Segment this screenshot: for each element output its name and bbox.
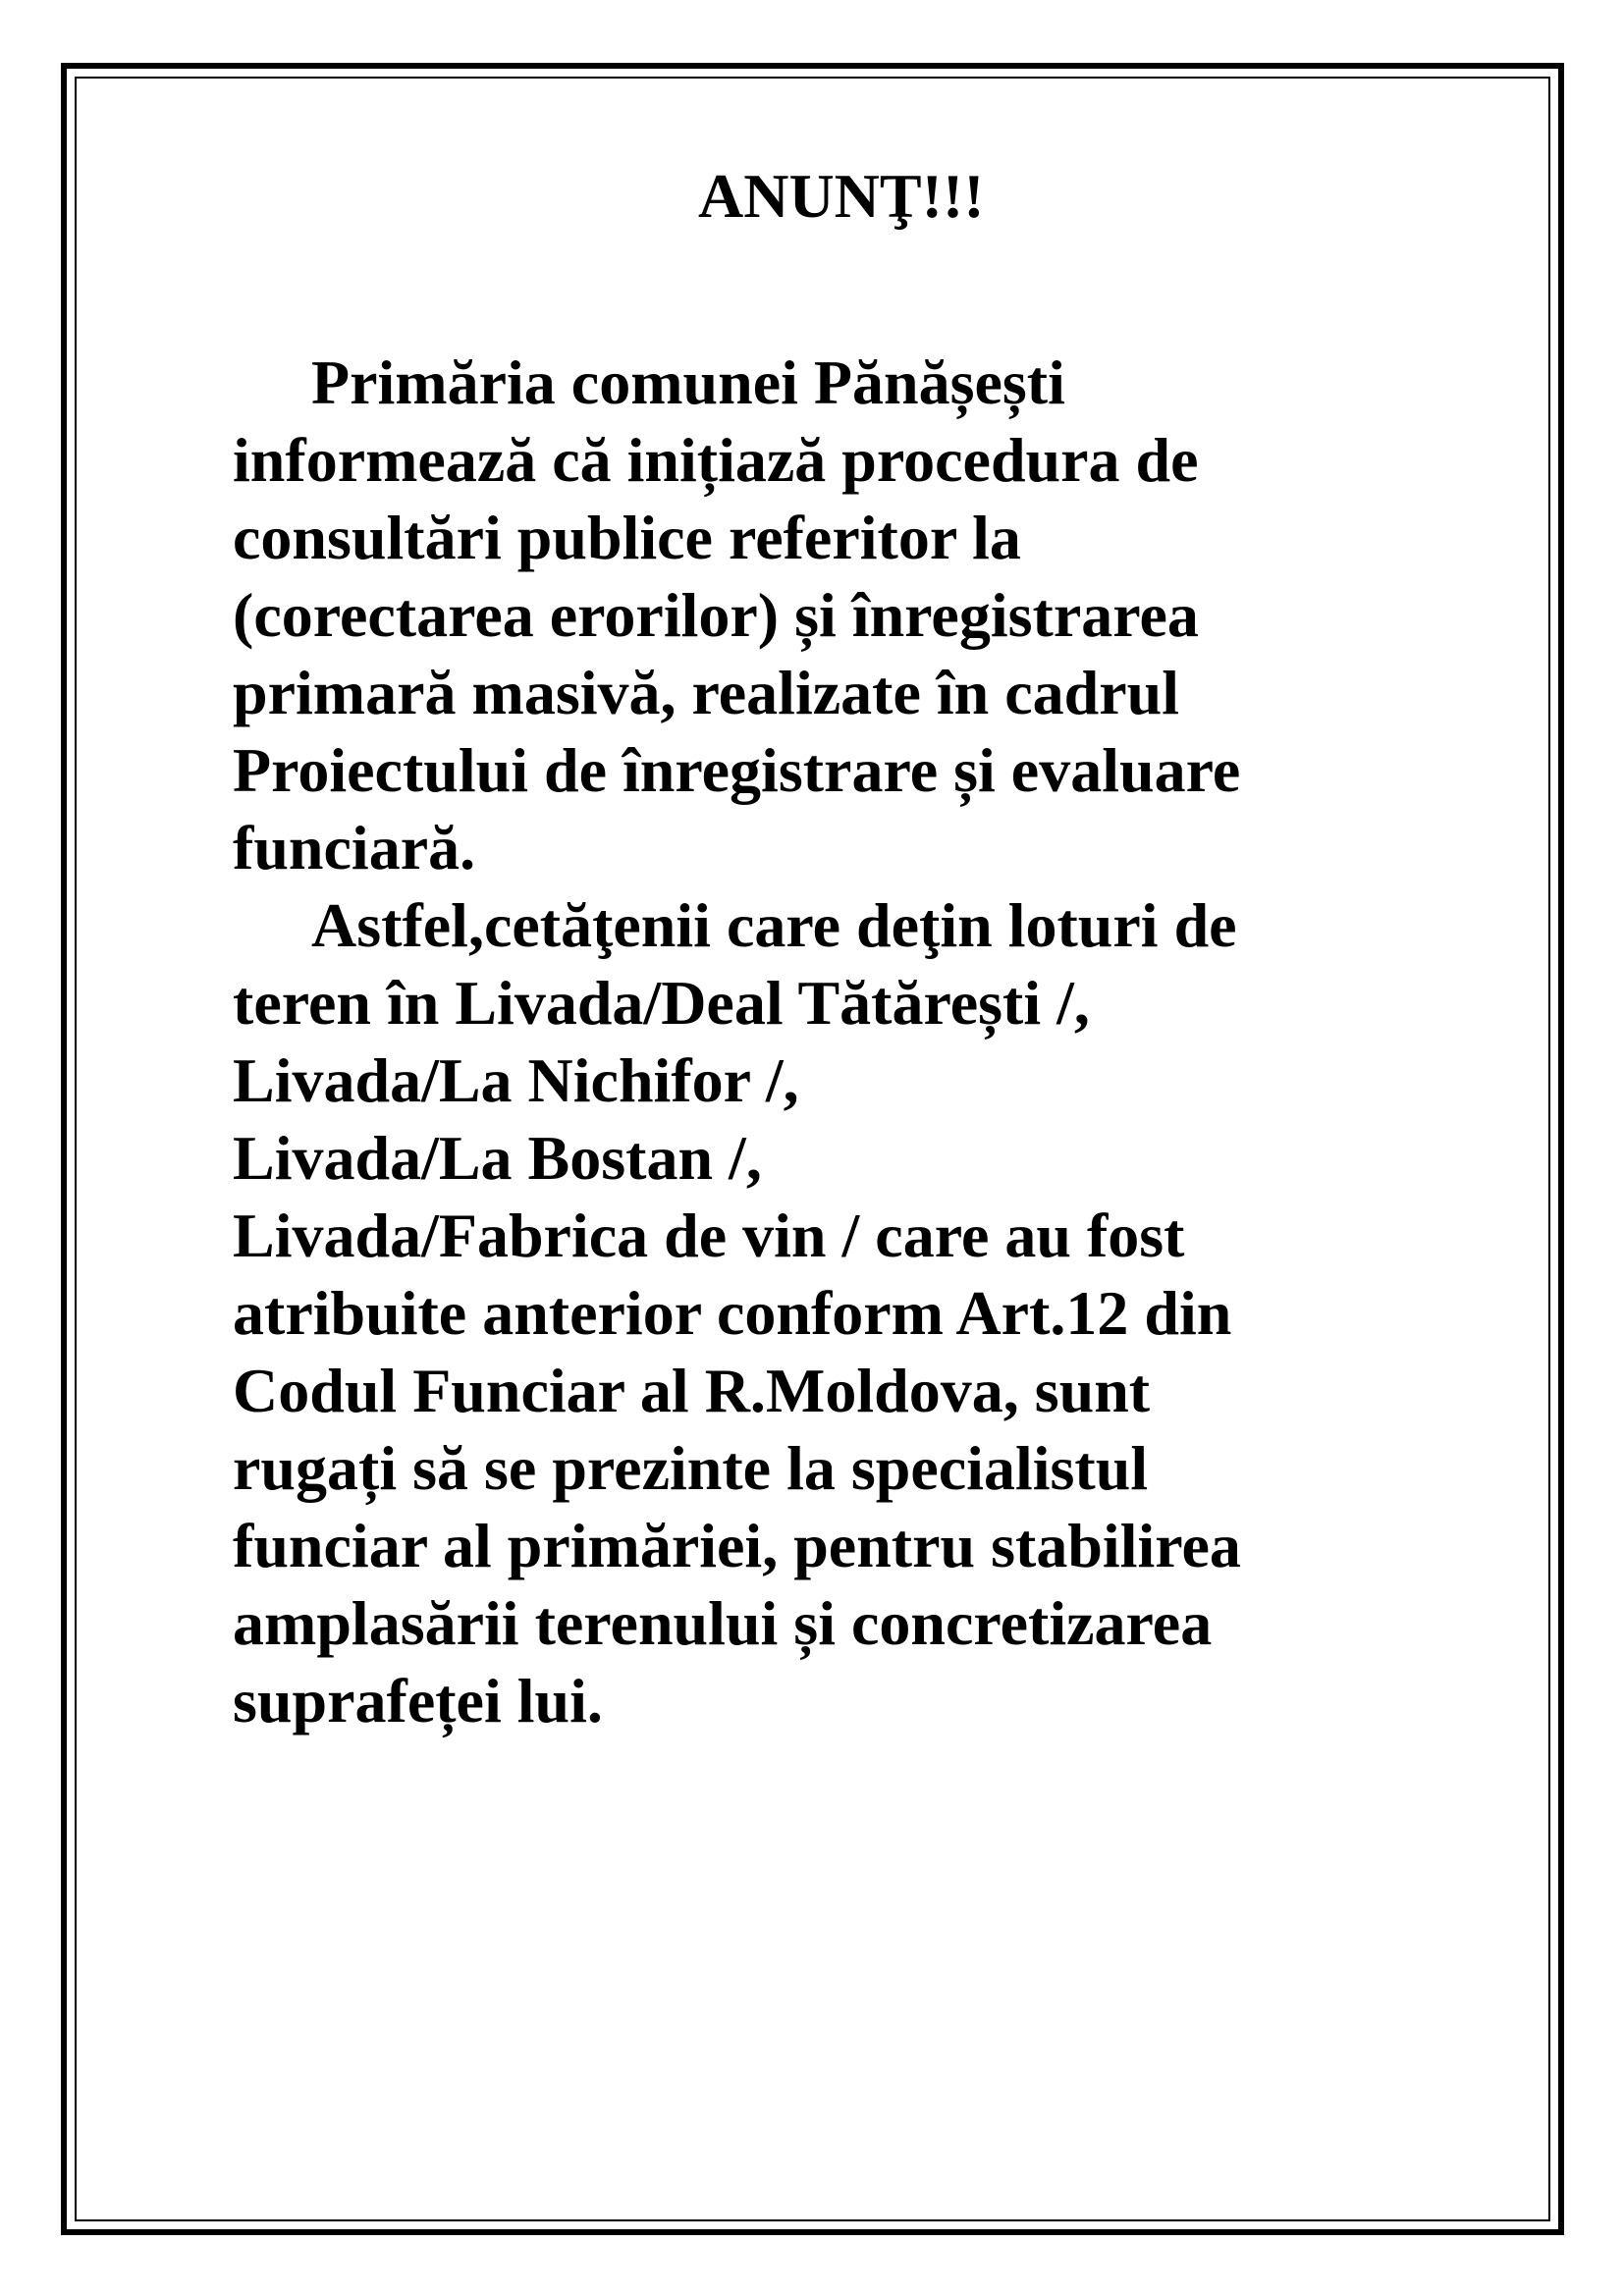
announcement-body xyxy=(233,344,1509,1739)
body-line: Astfel,cetăţenii care deţin loturi de xyxy=(311,890,1237,960)
body-line: Livada/Fabrica de vin / care au fost xyxy=(233,1201,1185,1270)
body-line: suprafeței lui. xyxy=(233,1666,603,1735)
announcement-title-text: ANUNŢ!!! xyxy=(698,161,985,231)
body-line: Primăria comunei Pănășești xyxy=(311,347,1065,417)
body-line: rugați să se prezinte la specialistul xyxy=(233,1433,1149,1503)
body-line: atribuite anterior conform Art.12 din xyxy=(233,1278,1232,1348)
body-line: funciar al primăriei, pentru stabilirea xyxy=(233,1511,1241,1580)
body-line: funciară. xyxy=(233,813,476,882)
body-line: amplasării terenului și concretizarea xyxy=(233,1588,1213,1658)
body-line: (corectarea erorilor) și înregistrarea xyxy=(233,580,1199,650)
body-line: consultări publice referitor la xyxy=(233,503,1021,572)
body-line: Proiectului de înregistrare și evaluare xyxy=(233,735,1241,805)
body-line: Livada/La Bostan /, xyxy=(233,1123,762,1193)
body-line: Livada/La Nichifor /, xyxy=(233,1045,799,1115)
body-line: teren în Livada/Deal Tătărești /, xyxy=(233,968,1090,1038)
body-line: primară masivă, realizate în cadrul xyxy=(233,658,1179,727)
body-line: informează că inițiază procedura de xyxy=(233,425,1199,495)
body-line: Codul Funciar al R.Moldova, sunt xyxy=(233,1356,1151,1425)
